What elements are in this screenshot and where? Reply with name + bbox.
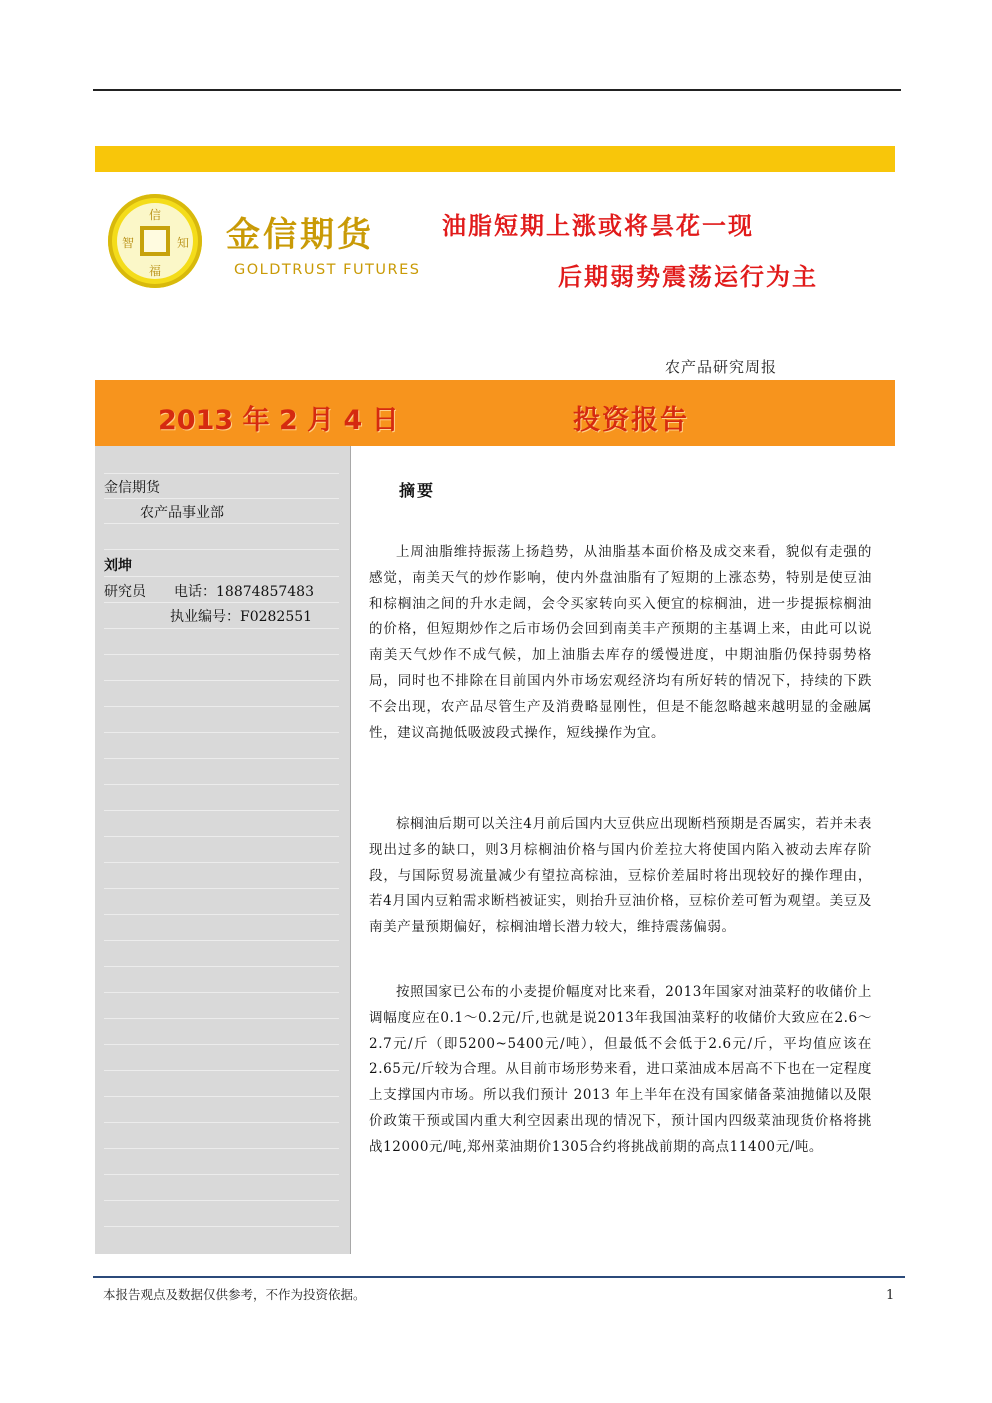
- logo-name-cn: 金信期货: [226, 215, 374, 255]
- summary-paragraph: 按照国家已公布的小麦提价幅度对比来看，2013年国家对油菜籽的收储价上调幅度应在0.1～0.2元/斤,也就是说2013年我国油菜籽的收储价大致应在2.6～2.7元/斤（即5200~5400元/吨），但最低不会低于2.6元/斤，平均值应该在2.65元/斤较为合理。从目前市场形势来看，进口菜油成本居高不下也在一定程度上支撑国内市场。所以我们预计 2013 年上半年在没有国家储备菜油抛储以及限价政策干预或国内重大利空因素出现的情况下，预计国内四级菜油现货价格将挑战12000元/吨,郑州菜油期价1305合约将挑战前期的高点11400元/吨。: [369, 984, 872, 1155]
- footer-disclaimer: 本报告观点及数据仅供参考，不作为投资依据。: [103, 1287, 366, 1302]
- logo-coin-char: 信: [148, 208, 161, 222]
- sidebar-rule: [104, 758, 339, 759]
- sidebar-rule: [104, 914, 339, 915]
- sidebar-rule: [104, 966, 339, 967]
- sidebar-rule: [104, 862, 339, 863]
- sidebar-rule: [104, 1148, 339, 1149]
- summary-title: 摘要: [399, 481, 436, 500]
- sidebar-rule: [104, 498, 339, 499]
- logo-name-en: GOLDTRUST FUTURES: [234, 262, 421, 278]
- sidebar-rule: [104, 888, 339, 889]
- sidebar-rule: [104, 992, 339, 993]
- analyst-name: 刘坤: [104, 558, 132, 574]
- sidebar-rule: [104, 836, 339, 837]
- sidebar-rule: [104, 706, 339, 707]
- sidebar-rule: [104, 1122, 339, 1123]
- report-type: 农产品研究周报: [665, 358, 778, 376]
- sidebar-rule: [104, 940, 339, 941]
- sidebar-rule: [104, 680, 339, 681]
- analyst-phone: 电话：18874857483: [174, 584, 314, 600]
- sidebar-rule: [104, 523, 339, 524]
- sidebar-department: 农产品事业部: [140, 505, 224, 521]
- sidebar-rule: [104, 576, 339, 577]
- sidebar-rule: [104, 1174, 339, 1175]
- sidebar-rule: [104, 732, 339, 733]
- header-yellow-band: [95, 146, 895, 172]
- analyst-license: 执业编号：F0282551: [170, 609, 313, 625]
- report-label: 投资报告: [573, 405, 689, 436]
- report-date: 2013 年 2 月 4 日: [158, 405, 399, 436]
- headline-line-1: 油脂短期上涨或将昙花一现: [442, 212, 754, 240]
- sidebar-rule: [104, 1044, 339, 1045]
- logo-coin-char: 智: [121, 236, 134, 250]
- summary-paragraph: 棕榈油后期可以关注4月前后国内大豆供应出现断档预期是否属实，若并未表现出过多的缺口，则3月棕榈油价格与国内价差拉大将使国内陷入被动去库存阶段，与国际贸易流量减少有望拉高棕油，豆棕价差届时将出现较好的操作理由，若4月国内豆粕需求断档被证实，则抬升豆油价格，豆棕价差可暂为观望。美豆及南美产量预期偏好，棕榈油增长潜力较大，维持震荡偏弱。: [369, 816, 872, 936]
- page-number: 1: [886, 1288, 895, 1303]
- sidebar-rule: [104, 1018, 339, 1019]
- sidebar-rule: [104, 473, 339, 474]
- sidebar-rule: [104, 1096, 339, 1097]
- sidebar-rule: [104, 1070, 339, 1071]
- logo-coin-hole: [140, 226, 170, 256]
- sidebar-rule: [104, 549, 339, 550]
- sidebar-company: 金信期货: [104, 480, 160, 496]
- logo-coin-char: 知: [176, 236, 189, 250]
- sidebar-rule: [104, 784, 339, 785]
- sidebar-rule: [104, 602, 339, 603]
- headline-line-2: 后期弱势震荡运行为主: [558, 263, 818, 291]
- sidebar-rule: [104, 810, 339, 811]
- analyst-title: 研究员: [104, 584, 146, 600]
- summary-paragraph: 上周油脂维持振荡上扬趋势，从油脂基本面价格及成交来看，貌似有走强的感觉，南美天气的炒作影响，使内外盘油脂有了短期的上涨态势，特别是使豆油和棕榈油之间的升水走阔，会令买家转向买入便宜的棕榈油，进一步提振棕榈油的价格，但短期炒作之后市场仍会回到南美丰产预期的主基调上来，由此可以说南美天气炒作不成气候，加上油脂去库存的缓慢进度，中期油脂仍保持弱势格局，同时也不排除在目前国内外市场宏观经济均有所好转的情况下，持续的下跌不会出现，农产品尽管生产及消费略显刚性，但是不能忽略越来越明显的金融属性，建议高抛低吸波段式操作，短线操作为宜。: [369, 544, 872, 741]
- sidebar-rule: [104, 628, 339, 629]
- sidebar-rule: [104, 654, 339, 655]
- sidebar-rule: [104, 1200, 339, 1201]
- header-rule: [93, 89, 901, 91]
- sidebar: [95, 446, 351, 1254]
- logo-coin-char: 福: [148, 264, 161, 278]
- footer-rule: [93, 1276, 905, 1278]
- sidebar-rule: [104, 1226, 339, 1227]
